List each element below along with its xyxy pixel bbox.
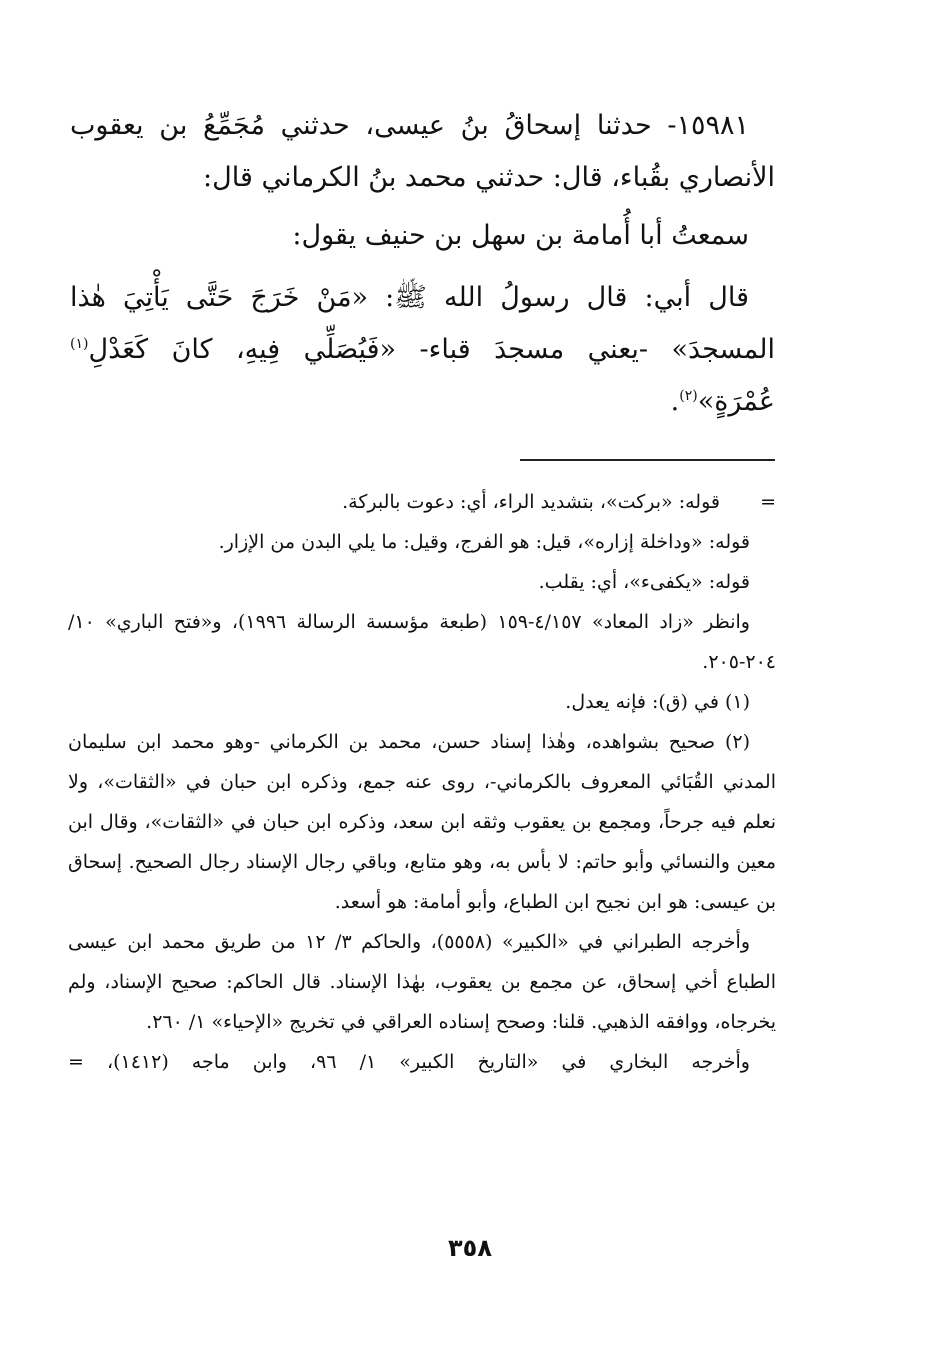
footnote-ref-2[interactable]: (٢)	[679, 388, 698, 404]
footnote-2-takhrij-cont: وأخرجه البخاري في «التاريخ الكبير» ١/ ٩٦، وابن ماجه (١٤١٢)، =	[68, 1051, 750, 1073]
hadith-matn: قال أبي: قال رسولُ الله ﷺ: «مَنْ خَرَجَ حَتَّى يَأْتِيَ هٰذا المسجدَ» -يعني مسجدَ قباء- «فَيُصَلِّي فِيهِ، كانَ كَعَدْلِ$^{(١)}$ عُمْرَةٍ»$^{(٢)}$.	[70, 282, 775, 417]
hadith-narrator-line: سمعتُ أبا أُمامة بن سهل بن حنيف يقول:	[292, 220, 749, 251]
footnote-2: (٢) صحيح بشواهده، وهٰذا إسناد حسن، محمد بن الكرماني -وهو محمد ابن سليمان المدني القُبَائي المعروف بالكرماني-، روى عنه جمع، وذكره ابن حبان في «الثقات»، ولا نعلم فيه جرحاً، ومجمع بن يعقوب وثقه ابن سعد، وذكره ابن حبان في «الثقات»، وقال ابن معين والنسائي وأبو حاتم: لا بأس به، وهو متابع، وباقي رجال الإسناد رجال الصحيح. إسحاق بن عيسى: هو ابن نجيح ابن الطباع، وأبو أمامة: هو أسعد.	[68, 731, 776, 913]
footnotes	[68, 482, 776, 1082]
continuation-mark: =	[760, 491, 776, 513]
hadith-isnad: ١٥٩٨١- حدثنا إسحاقُ بنُ عيسى، حدثني مُجَمِّعُ بن يعقوب الأنصاري بقُباء، قال: حدثني محمد بنُ الكرماني قال:	[70, 110, 775, 193]
footnote-line: قوله: «يكفىء»، أي: يقلب.	[538, 571, 750, 593]
footnote-2-takhrij: وأخرجه الطبراني في «الكبير» (٥٥٥٨)، والحاكم ٣/ ١٢ من طريق محمد ابن عيسى الطباع أخي إسحاق، عن مجمع بن يعقوب، بهٰذا الإسناد. قال الحاكم: صحيح الإسناد، ولم يخرجاه، ووافقه الذهبي. قلنا: وصحح إسناده العراقي في تخريج «الإحياء» ١/ ٢٦٠.	[68, 931, 776, 1033]
footnote-ref-1[interactable]: (١)	[70, 336, 89, 352]
footnote-1: (١) في (ق): فإنه يعدل.	[565, 691, 750, 713]
footnote-line: =قوله: «بركت»، بتشديد الراء، أي: دعوت بالبركة.	[68, 482, 776, 522]
footnote-separator	[520, 459, 775, 461]
footnote-line: قوله: «وداخلة إزاره»، قيل: هو الفرج، وقيل: ما يلي البدن من الإزار.	[218, 531, 750, 553]
page-number: ٣٥٨	[448, 1234, 492, 1262]
footnote-line: وانظر «زاد المعاد» ٤/١٥٧-١٥٩ (طبعة مؤسسة الرسالة ١٩٩٦)، و«فتح الباري» ١٠/ ٢٠٤-٢٠٥.	[68, 611, 776, 673]
hadith-text	[70, 100, 775, 428]
